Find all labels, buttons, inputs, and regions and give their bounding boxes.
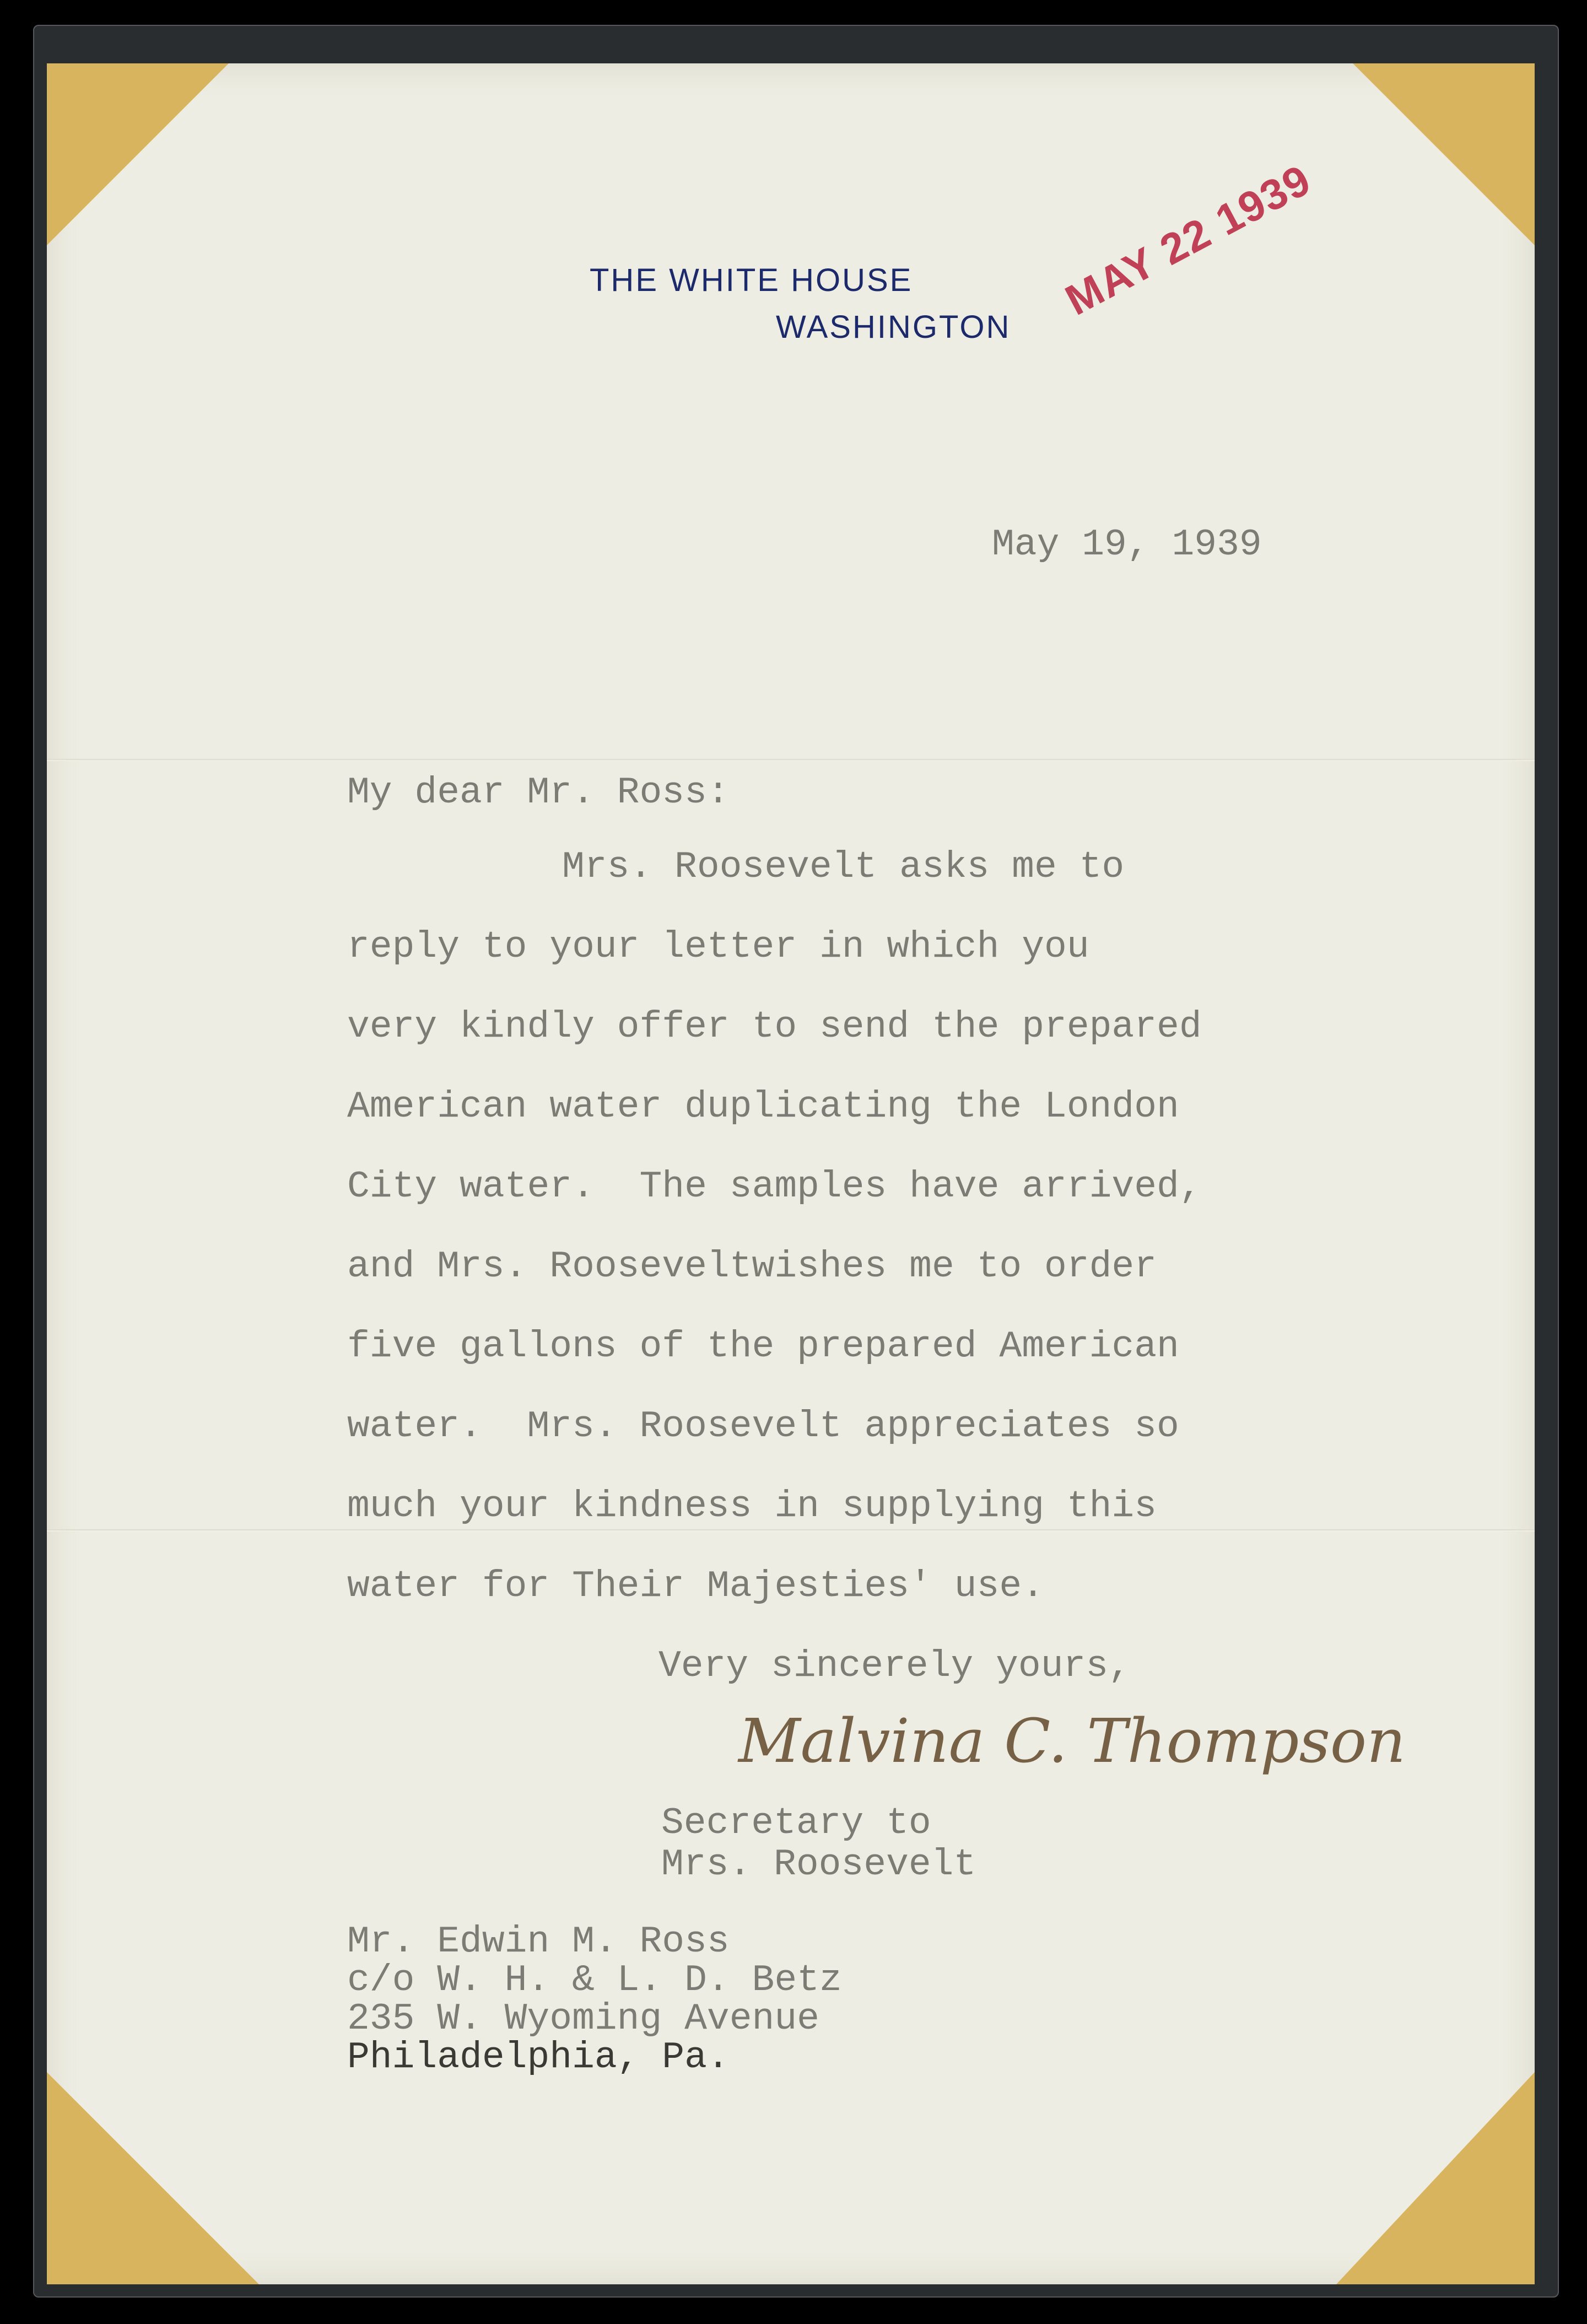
handwritten-signature: Malvina C. Thompson [738,1706,1406,1776]
body-line: water. Mrs. Roosevelt appreciates so [347,1405,1179,1448]
salutation: My dear Mr. Ross: [347,772,730,814]
body-line: very kindly offer to send the prepared [347,1006,1202,1048]
letterhead-line1: THE WHITE HOUSE [590,262,913,298]
body-line: five gallons of the prepared American [347,1325,1179,1368]
body-line: Mrs. Roosevelt asks me to [562,846,1125,888]
photo-corner [1353,63,1535,245]
body-line: reply to your letter in which you [347,926,1089,968]
address-line: 235 W. Wyoming Avenue [347,1998,819,2040]
closing: Very sincerely yours, [658,1645,1131,1687]
body-line: American water duplicating the London [347,1086,1179,1128]
received-stamp: MAY 22 1939 [1057,154,1319,325]
body-line: City water. The samples have arrived, [347,1166,1202,1208]
address-line: Philadelphia, Pa. [347,2036,730,2079]
photo-corner [47,63,229,245]
fold-line [47,759,1535,761]
body-line: much your kindness in supplying this [347,1485,1157,1528]
fold-line [47,1529,1535,1532]
signer-title-line: Mrs. Roosevelt [661,1843,976,1886]
signer-title-line: Secretary to [661,1802,931,1845]
body-line: water for Their Majesties' use. [347,1565,1045,1608]
letter-date: May 19, 1939 [992,524,1262,566]
body-line: and Mrs. Rooseveltwishes me to order [347,1245,1157,1288]
photo-corner [47,2072,259,2284]
letterhead-line2: WASHINGTON [776,309,1011,345]
photo-corner [1336,2072,1535,2284]
address-line: c/o W. H. & L. D. Betz [347,1959,842,2002]
address-line: Mr. Edwin M. Ross [347,1921,730,1963]
